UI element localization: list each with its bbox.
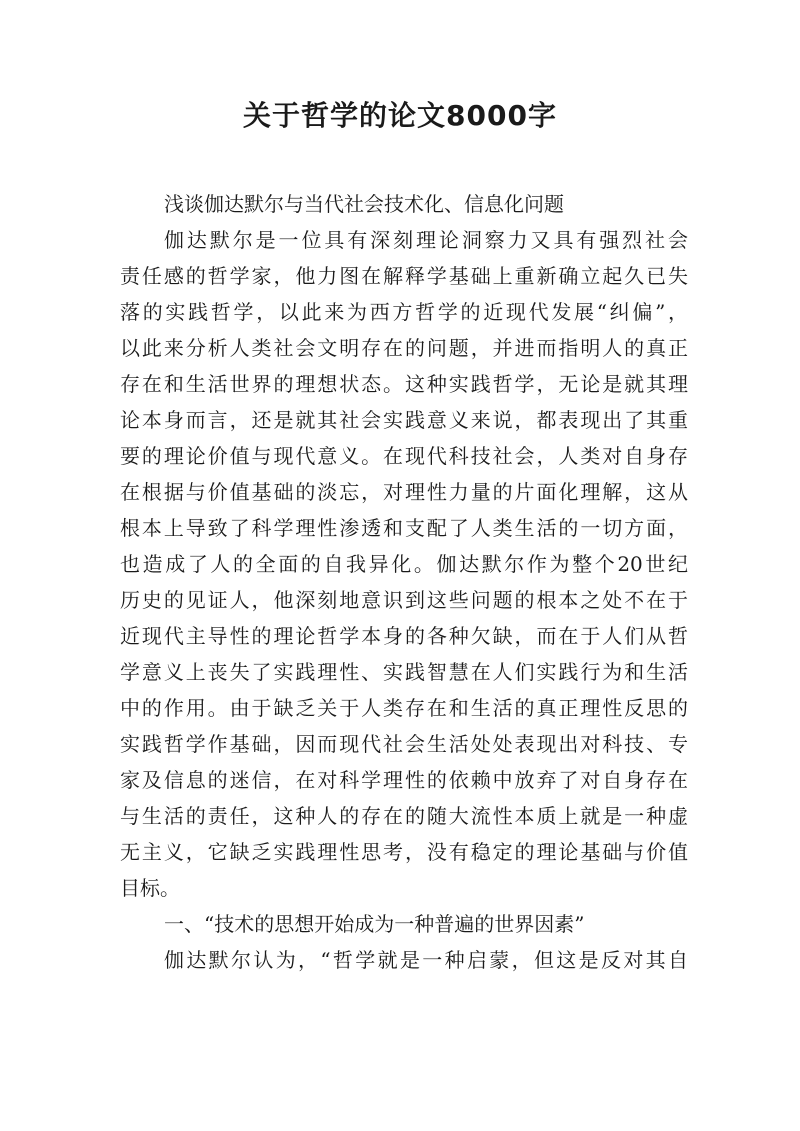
text-line: 伽达默尔认为，“哲学就是一种启蒙，但这是反对其自 [164, 948, 688, 972]
text-line: 与生活的责任，这种人的存在的随大流性本质上就是一种虚 [120, 804, 688, 828]
document-title: 关于哲学的论文8000字 [243, 99, 557, 132]
text-line: 目标。 [120, 876, 180, 900]
text-line: 历史的见证人，他深刻地意识到这些问题的根本之处不在于 [120, 588, 688, 612]
text-line: 责任感的哲学家，他力图在解释学基础上重新确立起久已失 [120, 264, 688, 288]
document-body [120, 186, 688, 978]
text-line: 落的实践哲学，以此来为西方哲学的近现代发展“纠偏”， [120, 300, 688, 324]
text-line: 近现代主导性的理论哲学本身的各种欠缺，而在于人们从哲 [120, 624, 688, 648]
text-line: 根本上导致了科学理性渗透和支配了人类生活的一切方面， [120, 516, 688, 540]
text-line: 浅谈伽达默尔与当代社会技术化、信息化问题 [164, 192, 564, 216]
text-line: 学意义上丧失了实践理性、实践智慧在人们实践行为和生活 [120, 660, 688, 684]
text-line: 以此来分析人类社会文明存在的问题，并进而指明人的真正 [120, 336, 688, 360]
text-line: 要的理论价值与现代意义。在现代科技社会，人类对自身存 [120, 444, 688, 468]
text-line: 存在和生活世界的理想状态。这种实践哲学，无论是就其理 [120, 372, 688, 396]
text-line: 一、“技术的思想开始成为一种普遍的世界因素” [164, 912, 585, 936]
text-line: 中的作用。由于缺乏关于人类存在和生活的真正理性反思的 [120, 696, 688, 720]
text-line: 无主义，它缺乏实践理性思考，没有稳定的理论基础与价值 [120, 840, 688, 864]
text-line: 家及信息的迷信，在对科学理性的依赖中放弃了对自身存在 [120, 768, 688, 792]
text-line: 伽达默尔是一位具有深刻理论洞察力又具有强烈社会 [164, 228, 688, 252]
text-line: 实践哲学作基础，因而现代社会生活处处表现出对科技、专 [120, 732, 688, 756]
text-line: 论本身而言，还是就其社会实践意义来说，都表现出了其重 [120, 408, 688, 432]
text-line: 在根据与价值基础的淡忘，对理性力量的片面化理解，这从 [120, 480, 688, 504]
text-line: 也造成了人的全面的自我异化。伽达默尔作为整个20世纪 [120, 552, 688, 576]
